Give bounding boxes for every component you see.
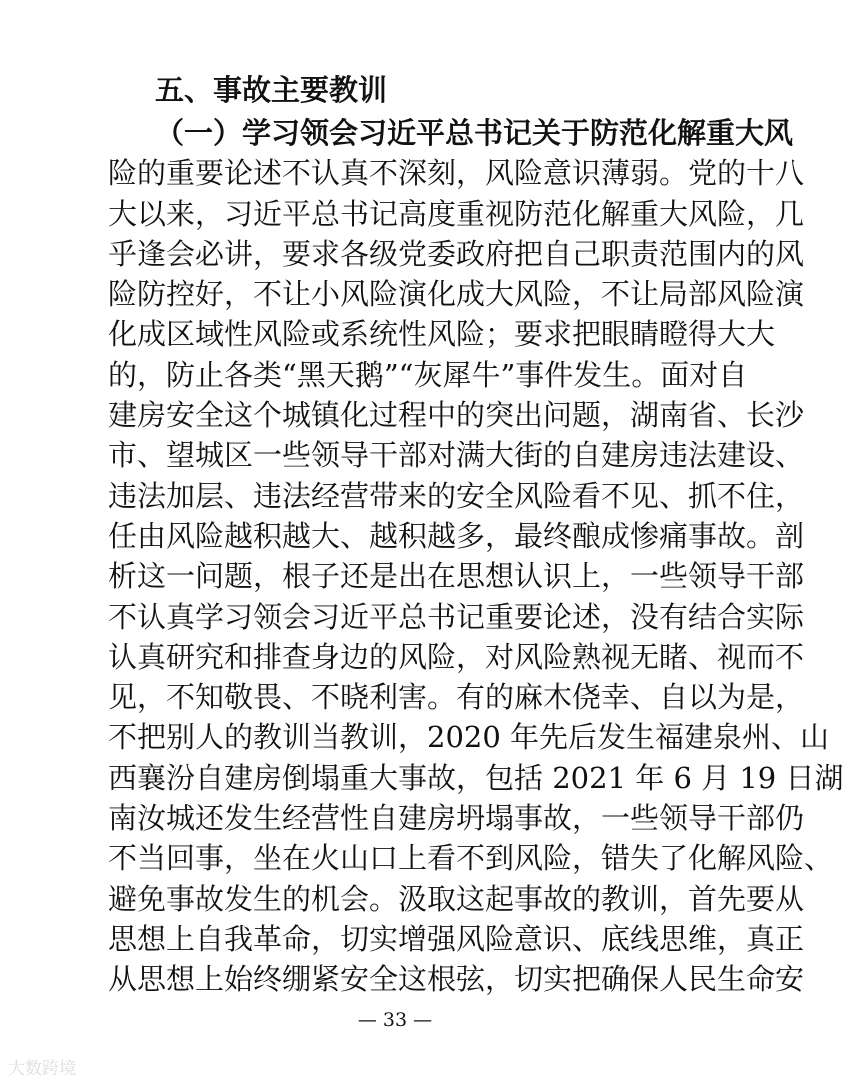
text-line: 违法加层、违法经营带来的安全风险看不见、抓不住，	[108, 478, 805, 513]
subheading-line: （一）学习领会习近平总书记关于防范化解重大风	[155, 116, 794, 150]
section-heading: 五、事故主要教训	[155, 73, 388, 107]
text-line: 从思想上始终绷紧安全这根弦，切实把确保人民生命安	[108, 962, 805, 997]
page-number: — 33 —	[357, 1009, 433, 1031]
text-line: 认真研究和排查身边的风险，对风险熟视无睹、视而不	[108, 639, 805, 674]
text-line: 不认真学习领会习近平总书记重要论述，没有结合实际	[108, 599, 805, 634]
text-line: 的，防止各类“黑天鹅”“灰犀牛”事件发生。面对自	[108, 357, 748, 392]
text-line: 见，不知敬畏、不晓利害。有的麻木侥幸、自以为是，	[108, 680, 805, 715]
text-line: 建房安全这个城镇化过程中的突出问题，湖南省、长沙	[108, 398, 805, 433]
body-text	[108, 113, 843, 1000]
text-line: 不当回事，坐在火山口上看不到风险，错失了化解风险、	[108, 841, 834, 876]
text-line: 避免事故发生的机会。汲取这起事故的教训，首先要从	[108, 881, 805, 916]
text-line: 任由风险越积越大、越积越多，最终酿成惨痛事故。剖	[108, 518, 805, 553]
text-line: 化成区域性风险或系统性风险；要求把眼睛瞪得大大	[108, 317, 776, 352]
text-line: 思想上自我革命，切实增强风险意识、底线思维，真正	[108, 921, 805, 956]
text-line: 大以来，习近平总书记高度重视防范化解重大风险，几	[108, 196, 805, 231]
text-line: 析这一问题，根子还是出在思想认识上，一些领导干部	[108, 559, 805, 594]
text-line: 险的重要论述不认真不深刻，风险意识薄弱。党的十八	[108, 156, 805, 191]
text-line: 南汝城还发生经营性自建房坍塌事故，一些领导干部仍	[108, 801, 805, 836]
text-line: 西襄汾自建房倒塌重大事故，包括 2021 年 6 月 19 日湖	[108, 760, 843, 795]
text-line: 乎逢会必讲，要求各级党委政府把自己职责范围内的风	[108, 236, 805, 271]
watermark-logo: 大数跨境	[8, 1059, 76, 1079]
text-line: 不把别人的教训当教训，2020 年先后发生福建泉州、山	[108, 720, 830, 755]
text-line: 险防控好，不让小风险演化成大风险，不让局部风险演	[108, 277, 805, 312]
text-line: 市、望城区一些领导干部对满大街的自建房违法建设、	[108, 438, 805, 473]
